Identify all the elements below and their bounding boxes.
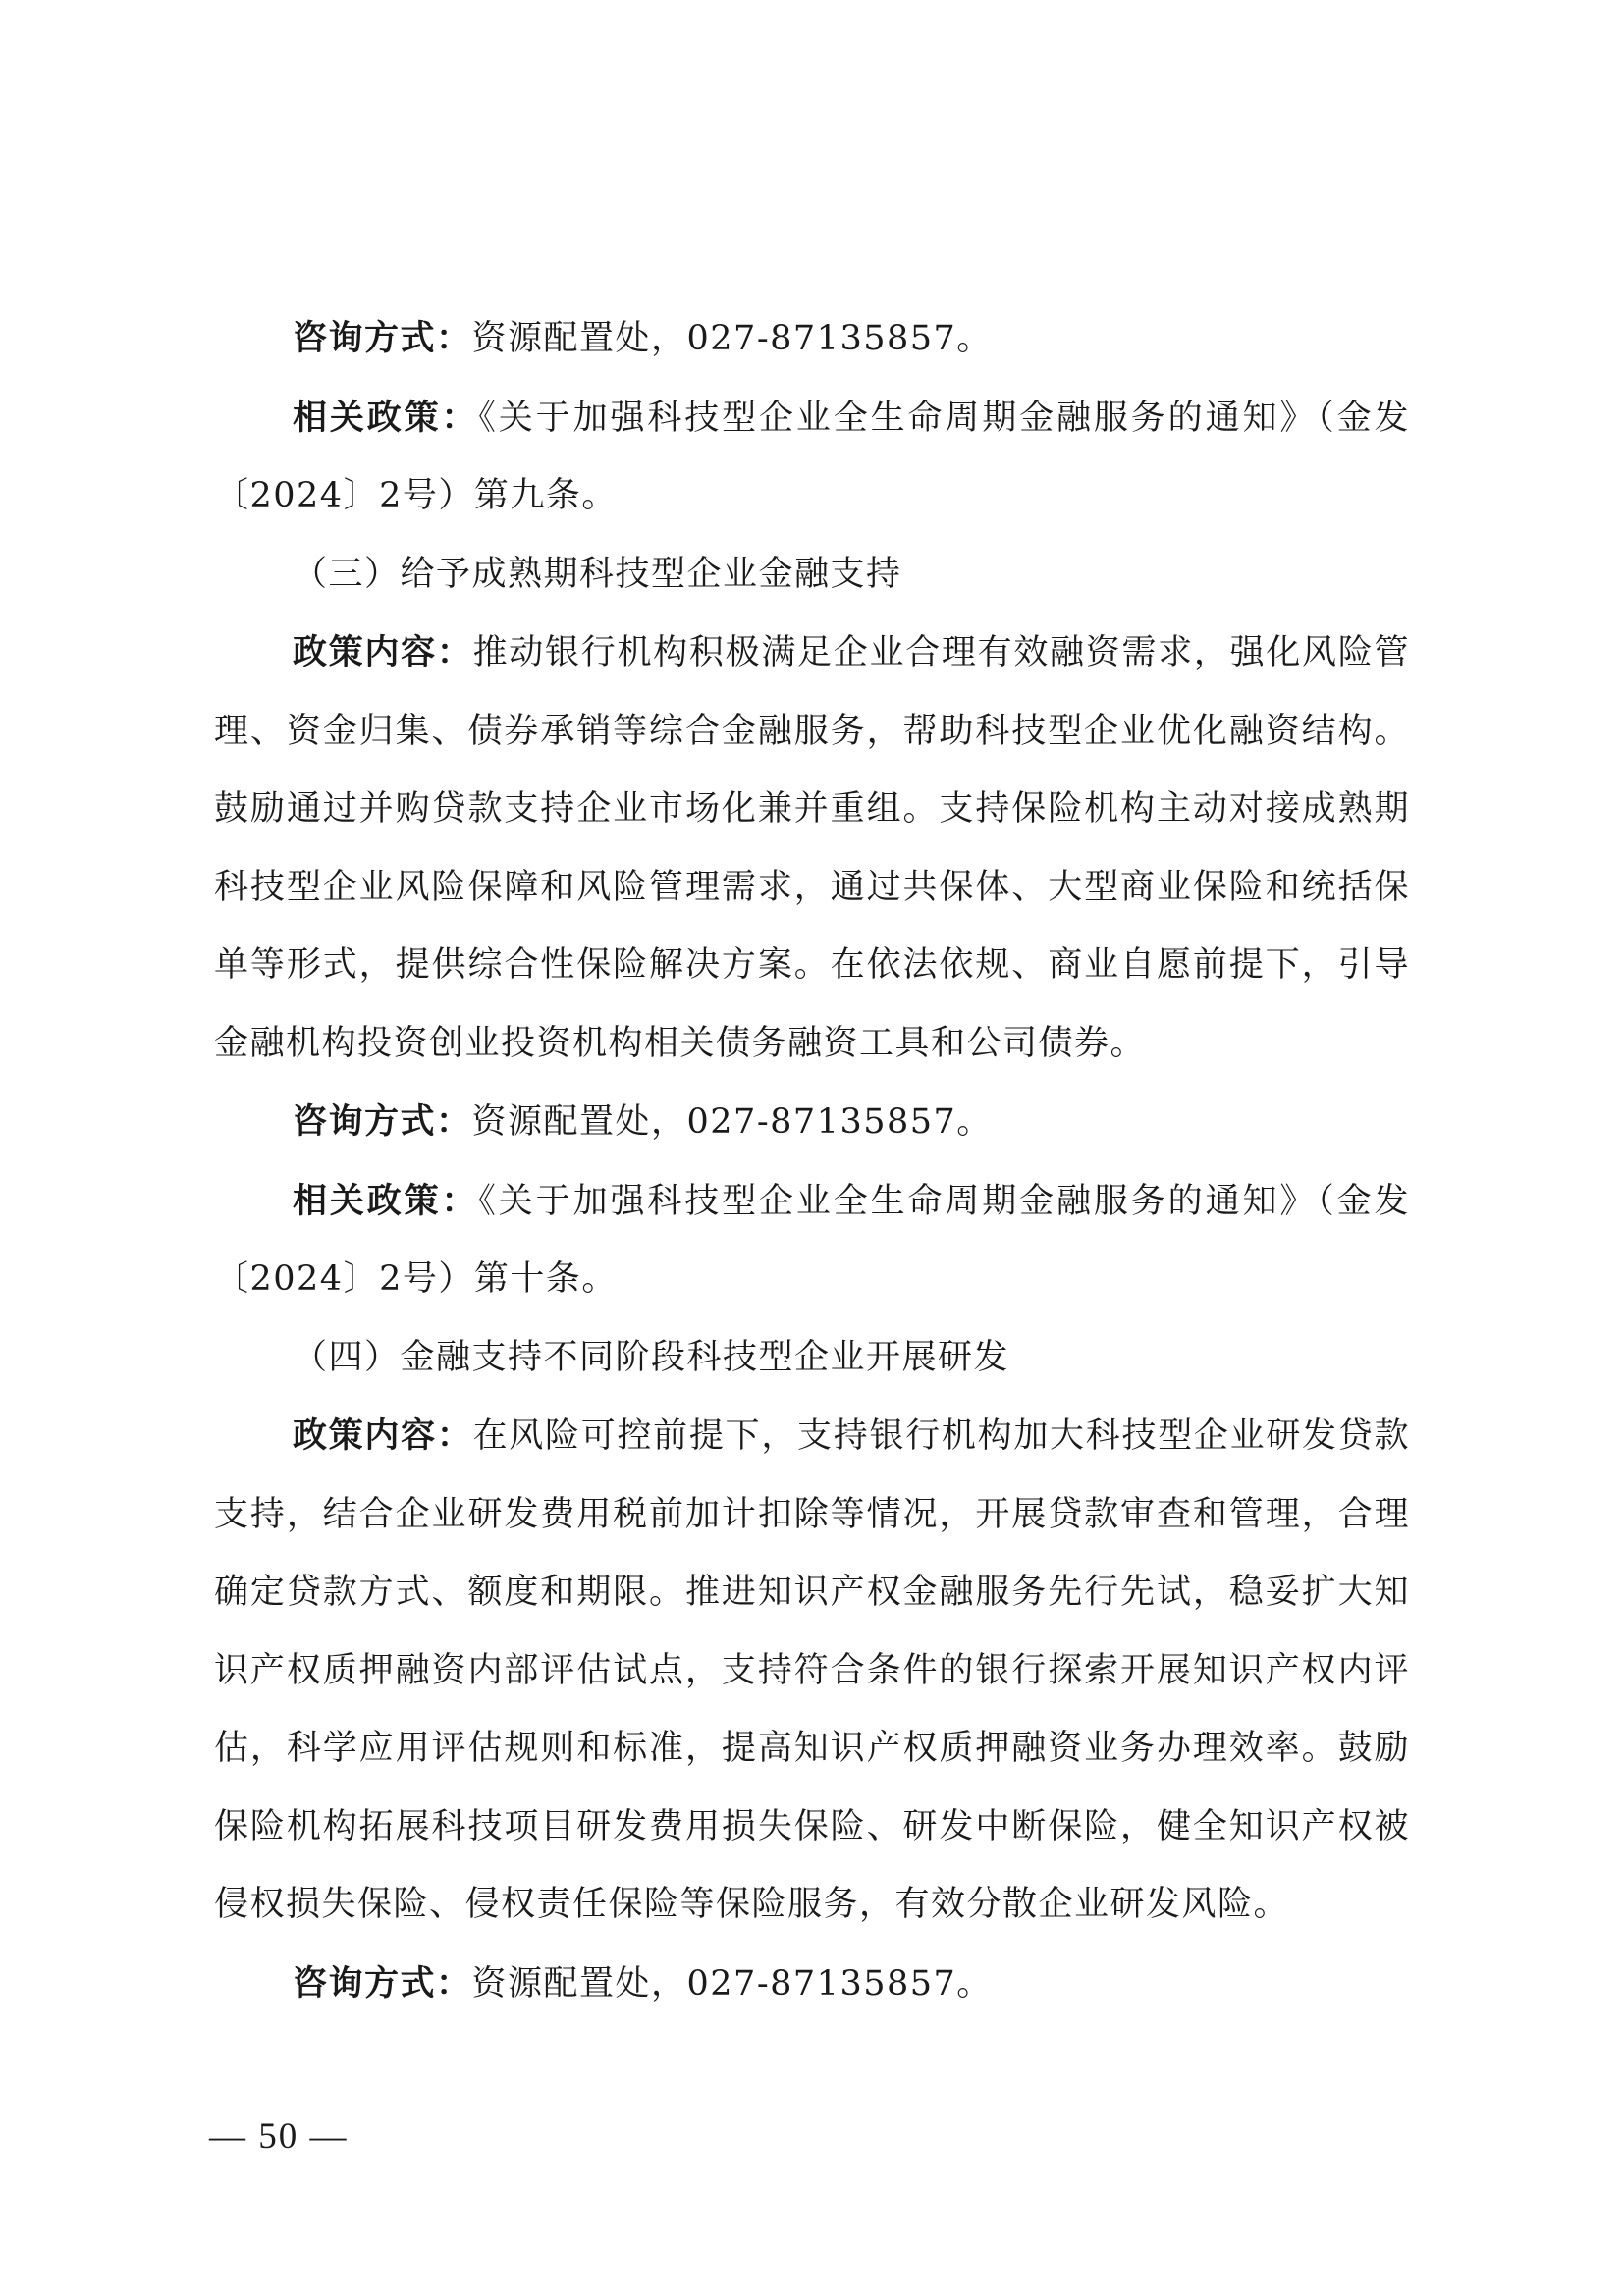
related-policy-text: 《关于加强科技型企业全生命周期金融服务的通知》（金发〔2024〕2号）第九条。: [214, 398, 1410, 515]
policy-content-paragraph: [214, 614, 1410, 1083]
consult-label: 咨询方式：: [293, 1101, 472, 1142]
page-number: — 50 —: [209, 2116, 349, 2157]
section-heading-3: （三）给予成熟期科技型企业金融支持: [293, 554, 902, 594]
related-policy-text: 《关于加强科技型企业全生命周期金融服务的通知》（金发〔2024〕2号）第十条。: [214, 1181, 1410, 1299]
policy-content-paragraph: [214, 1397, 1410, 1945]
policy-content-text: 推动银行机构积极满足企业合理有效融资需求，强化风险管理、资金归集、债券承销等综合金融服务，帮助科技型企业优化融资结构。鼓励通过并购贷款支持企业市场化兼并重组。支持保险机构主动对接成熟期科技型企业风险保障和风险管理需求，通过共保体、大型商业保险和统括保单等形式，提供综合性保险解决方案。在依法依规、商业自愿前提下，引导金融机构投资创业投资机构相关债务融资工具和公司债券。: [214, 633, 1410, 1063]
consult-paragraph: [214, 1945, 1410, 2024]
consult-label: 咨询方式：: [293, 1962, 472, 2003]
consult-paragraph: [214, 1083, 1410, 1162]
related-policy-label: 相关政策：: [293, 1180, 479, 1221]
related-policy-label: 相关政策：: [293, 397, 479, 438]
consult-text: 资源配置处，027-87135857。: [471, 319, 993, 358]
consult-text: 资源配置处，027-87135857。: [471, 1963, 993, 2003]
policy-content-label: 政策内容：: [293, 1415, 473, 1456]
consult-label: 咨询方式：: [293, 318, 472, 358]
consult-paragraph: [214, 299, 1410, 379]
policy-content-label: 政策内容：: [293, 632, 473, 672]
related-policy-paragraph: [214, 1162, 1410, 1319]
policy-content-text: 在风险可控前提下，支持银行机构加大科技型企业研发贷款支持，结合企业研发费用税前加计扣除等情况，开展贷款审查和管理，合理确定贷款方式、额度和期限。推进知识产权金融服务先行先试，稳妥扩大知识产权质押融资内部评估试点，支持符合条件的银行探索开展知识产权内评估，科学应用评估规则和标准，提高知识产权质押融资业务办理效率。鼓励保险机构拓展科技项目研发费用损失保险、研发中断保险，健全知识产权被侵权损失保险、侵权责任保险等保险服务，有效分散企业研发风险。: [214, 1416, 1410, 1924]
consult-text: 资源配置处，027-87135857。: [471, 1102, 993, 1142]
section-heading-4: （四）金融支持不同阶段科技型企业开展研发: [293, 1337, 1010, 1377]
document-body: [214, 299, 1410, 2023]
related-policy-paragraph: [214, 379, 1410, 536]
